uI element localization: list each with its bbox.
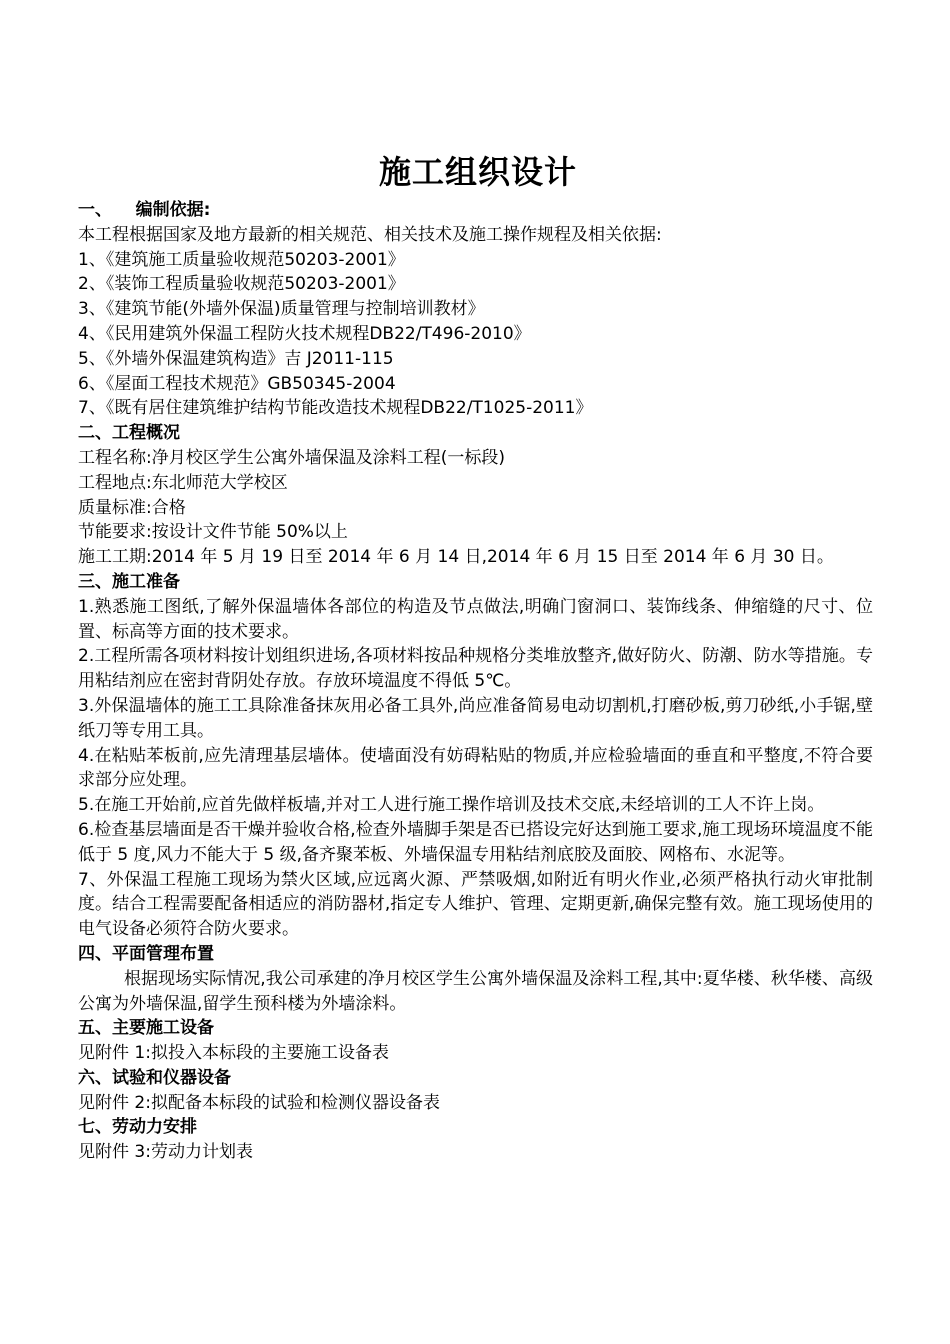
reference-item: 5、《外墙外保温建筑构造》吉 J2011-115 <box>78 348 394 369</box>
preparation-item: 1.熟悉施工图纸,了解外保温墙体各部位的构造及节点做法,明确门窗洞口、装饰线条、伸缩缝的尺寸、位置、标高等方面的技术要求。 <box>78 596 873 642</box>
reference-item: 2、《装饰工程质量验收规范50203-2001》 <box>78 274 405 295</box>
preparation-item: 5.在施工开始前,应首先做样板墙,并对工人进行施工操作培训及技术交底,未经培训的工人不许上岗。 <box>78 795 825 816</box>
project-location: 工程地点:东北师范大学校区 <box>78 472 288 493</box>
attachment-3-reference: 见附件 3:劳动力计划表 <box>78 1142 253 1163</box>
section-6-heading: 六、试验和仪器设备 <box>78 1067 231 1088</box>
construction-period: 施工工期:2014 年 5 月 19 日至 2014 年 6 月 14 日,2014 年 6 月 15 日至 2014 年 6 月 30 日。 <box>78 547 834 568</box>
section-5-heading: 五、主要施工设备 <box>78 1018 214 1039</box>
layout-paragraph: 根据现场实际情况,我公司承建的净月校区学生公寓外墙保温及涂料工程,其中:夏华楼、秋华楼、高级公寓为外墙保温,留学生预科楼为外墙涂料。 <box>78 968 873 1014</box>
reference-item: 6、《屋面工程技术规范》GB50345-2004 <box>78 373 396 394</box>
energy-requirement: 节能要求:按设计文件节能 50%以上 <box>78 522 348 543</box>
preparation-item: 3.外保温墙体的施工工具除准备抹灰用必备工具外,尚应准备简易电动切割机,打磨砂板,剪刀砂纸,小手锯,壁纸刀等专用工具。 <box>78 695 873 741</box>
reference-item: 4、《民用建筑外保温工程防火技术规程DB22/T496-2010》 <box>78 323 531 344</box>
document-page <box>78 150 878 1165</box>
preparation-item: 4.在粘贴苯板前,应先清理基层墙体。使墙面没有妨碍粘贴的物质,并应检验墙面的垂直和平整度,不符合要求部分应处理。 <box>78 745 873 791</box>
preparation-item: 2.工程所需各项材料按计划组织进场,各项材料按品种规格分类堆放整齐,做好防火、防潮、防水等措施。专用粘结剂应在密封背阴处存放。存放环境温度不得低 5℃。 <box>78 646 873 692</box>
section-1-heading: 一、 编制依据: <box>78 200 211 220</box>
attachment-2-reference: 见附件 2:拟配备本标段的试验和检测仪器设备表 <box>78 1092 440 1113</box>
preparation-item: 7、外保温工程施工现场为禁火区域,应远离火源、严禁吸烟,如附近有明火作业,必须严格执行动火审批制度。结合工程需要配备相适应的消防器材,指定专人维护、管理、定期更新,确保完整有效。施工现场使用的电气设备必须符合防火要求。 <box>78 869 873 940</box>
reference-item: 1、《建筑施工质量验收规范50203-2001》 <box>78 249 405 270</box>
reference-item: 7、《既有居住建筑维护结构节能改造技术规程DB22/T1025-2011》 <box>78 398 593 419</box>
section-1-intro: 本工程根据国家及地方最新的相关规范、相关技术及施工操作规程及相关依据: <box>78 224 662 245</box>
attachment-1-reference: 见附件 1:拟投入本标段的主要施工设备表 <box>78 1043 389 1064</box>
reference-item: 3、《建筑节能(外墙外保温)质量管理与控制培训教材》 <box>78 299 485 320</box>
section-4-heading: 四、平面管理布置 <box>78 943 214 964</box>
project-name: 工程名称:净月校区学生公寓外墙保温及涂料工程(一标段) <box>78 447 505 468</box>
quality-standard: 质量标准:合格 <box>78 497 186 518</box>
section-2-heading: 二、工程概况 <box>78 423 180 444</box>
section-7-heading: 七、劳动力安排 <box>78 1117 197 1138</box>
preparation-item: 6.检查基层墙面是否干燥并验收合格,检查外墙脚手架是否已搭设完好达到施工要求,施工现场环境温度不能低于 5 度,风力不能大于 5 级,备齐聚苯板、外墙保温专用粘结剂底胶及面胶、网格布、水泥等。 <box>78 819 873 865</box>
document-title: 施工组织设计 <box>378 153 577 191</box>
section-3-heading: 三、施工准备 <box>78 571 180 592</box>
